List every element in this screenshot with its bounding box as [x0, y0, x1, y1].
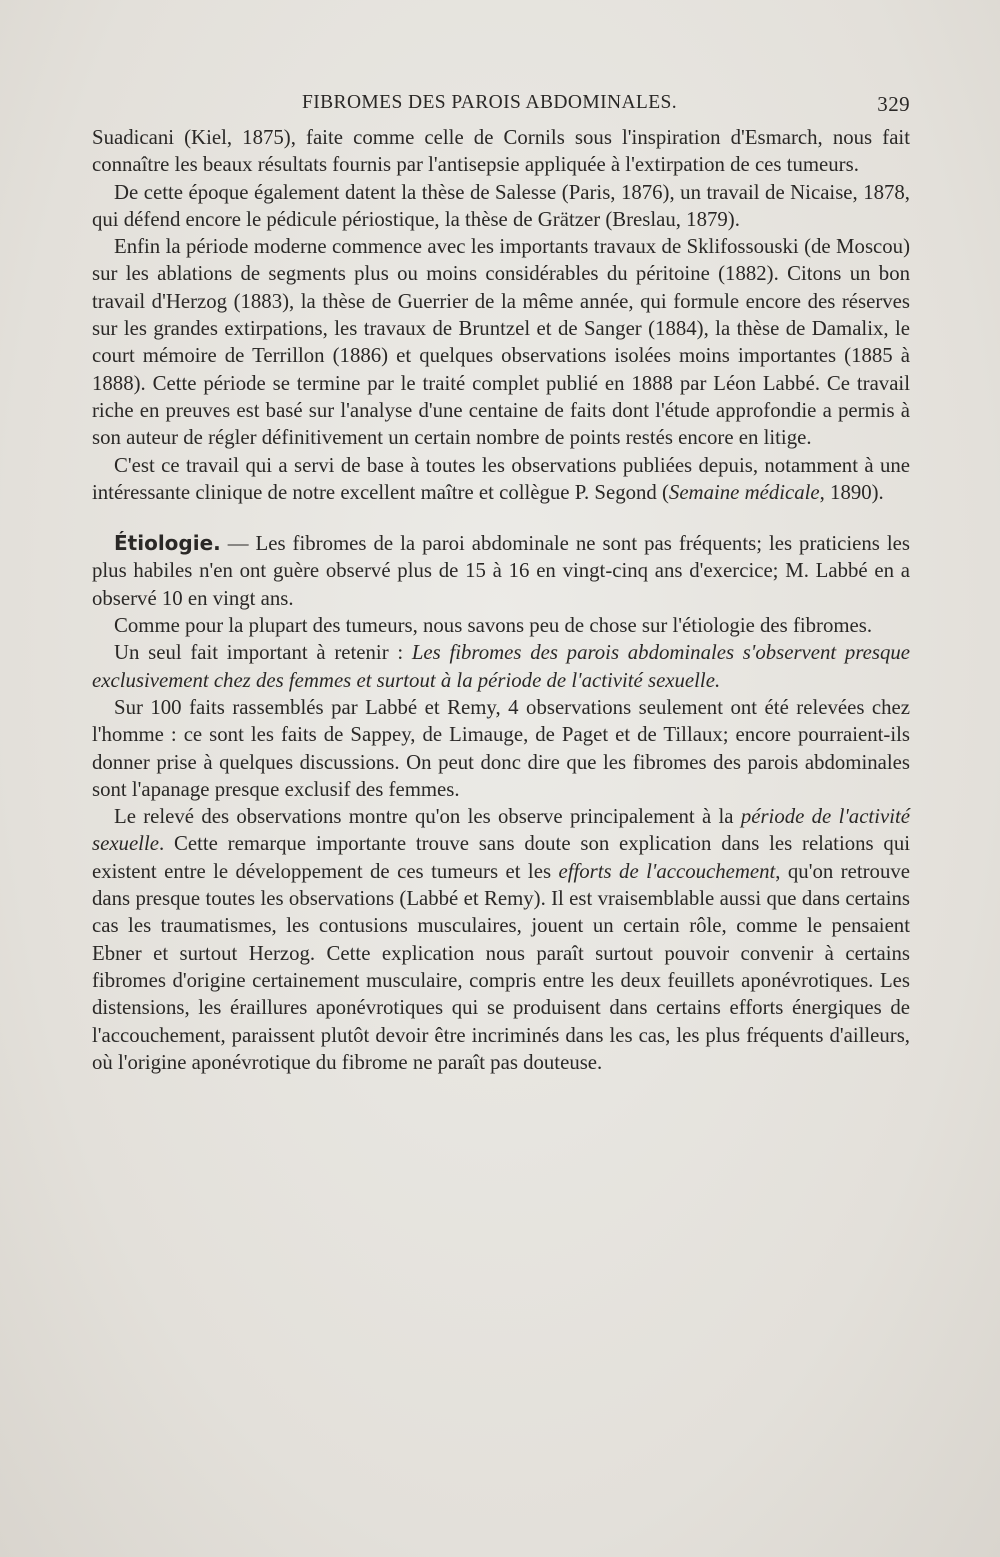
paragraph: De cette époque également datent la thèse de Salesse (Paris, 1876), un travail de Nicaise, 1878, qui défend encore le pédicule périostique, la thèse de Grätzer (Breslau, 1879). [92, 180, 910, 231]
paragraph: Sur 100 faits rassemblés par Labbé et Remy, 4 observations seulement ont été relevées chez l'homme : ce sont les faits de Sappey, de Limauge, de Paget et de Tillaux; encore pourraient-ils donner prise à quelques discussions. On peut donc dire que les fibromes des parois abdominales sont l'apanage presque exclusif des femmes. [92, 695, 910, 801]
paragraph [92, 452, 910, 507]
journal-title: Semaine médicale [668, 480, 820, 504]
paragraph: Suadicani (Kiel, 1875), faite comme celle de Cornils sous l'inspiration d'Esmarch, nous fait connaître les beaux résultats fournis par l'antisepsie appliquée à l'extirpation de ces tumeurs. [92, 126, 910, 177]
paragraph: Comme pour la plupart des tumeurs, nous savons peu de chose sur l'étiologie des fibromes. [114, 614, 873, 638]
paragraph [92, 803, 910, 1076]
emphasized-phrase: période de l'activité sexuelle [92, 805, 911, 856]
paragraph [92, 639, 910, 694]
paragraph-text: . Cette remarque importante trouve sans doute son explication dans les relations qui existent entre le développement de ces tumeurs et les [92, 832, 910, 883]
body-text [92, 124, 910, 1076]
paragraph-text: , 1890). [819, 480, 884, 504]
emphasized-statement: Les fibromes des parois abdominales s'observent presque exclusivement chez des femmes et surtout à la période de l'activité sexuelle. [92, 641, 910, 692]
paragraph-text: C'est ce travail qui a servi de base à toutes les observations publiées depuis, notamment à une intéressante clinique de notre excellent maître et collègue P. Segond ( [92, 453, 910, 504]
section-title: Étiologie. [114, 531, 221, 556]
running-title: FIBROMES DES PAROIS ABDOMINALES. [302, 92, 678, 113]
page-number: 329 [877, 92, 910, 116]
paragraph-text: , qu'on retrouve dans presque toutes les observations (Labbé et Remy). Il est vraisemblable aussi que dans certains cas les traumatismes, les contusions musculaires, jouent un certain rôle, comme le pensaient Ebner et surtout Herzog. Cette explication nous paraît surtout pouvoir convenir à certains fibromes d'origine certainement musculaire, compris entre les deux feuillets aponévrotiques. Les distensions, les éraillures aponévrotiques qui se produisent dans certains efforts énergiques de l'accouchement, paraissent plutôt devoir être incriminés dans les cas, les plus fréquents d'ailleurs, où l'origine aponévrotique du fibrome ne paraît pas douteuse. [92, 859, 910, 1074]
page-header [92, 88, 910, 122]
paragraph-text: Le relevé des observations montre qu'on les observe principalement à la [114, 805, 741, 829]
paragraph-text: Un seul fait important à retenir : [114, 641, 412, 665]
paragraph-text: — Les fibromes de la paroi abdominale ne sont pas fréquents; les praticiens les plus habiles n'en ont guère observé plus de 15 à 16 en vingt-cinq ans d'exercice; M. Labbé en a observé 10 en vingt ans. [92, 532, 910, 610]
section-paragraph [92, 530, 910, 612]
emphasized-phrase: efforts de l'accouchement [558, 859, 776, 883]
paragraph: Enfin la période moderne commence avec les importants travaux de Sklifossouski (de Moscou) sur les ablations de segments plus ou moins considérables du péritoine (1882). Citons un bon travail d'Herzog (1883), la thèse de Guerrier de la même année, qui formule encore des réserves sur les grandes extirpations, les travaux de Bruntzel et de Sanger (1884), la thèse de Damalix, le court mémoire de Terrillon (1886) et quelques observations isolées moins importantes (1885 à 1888). Cette période se termine par le traité complet publié en 1888 par Léon Labbé. Ce travail riche en preuves est basé sur l'analyse d'une centaine de faits dont l'étude approfondie a permis à son auteur de régler définitivement un certain nombre de points restés encore en litige. [92, 235, 910, 450]
